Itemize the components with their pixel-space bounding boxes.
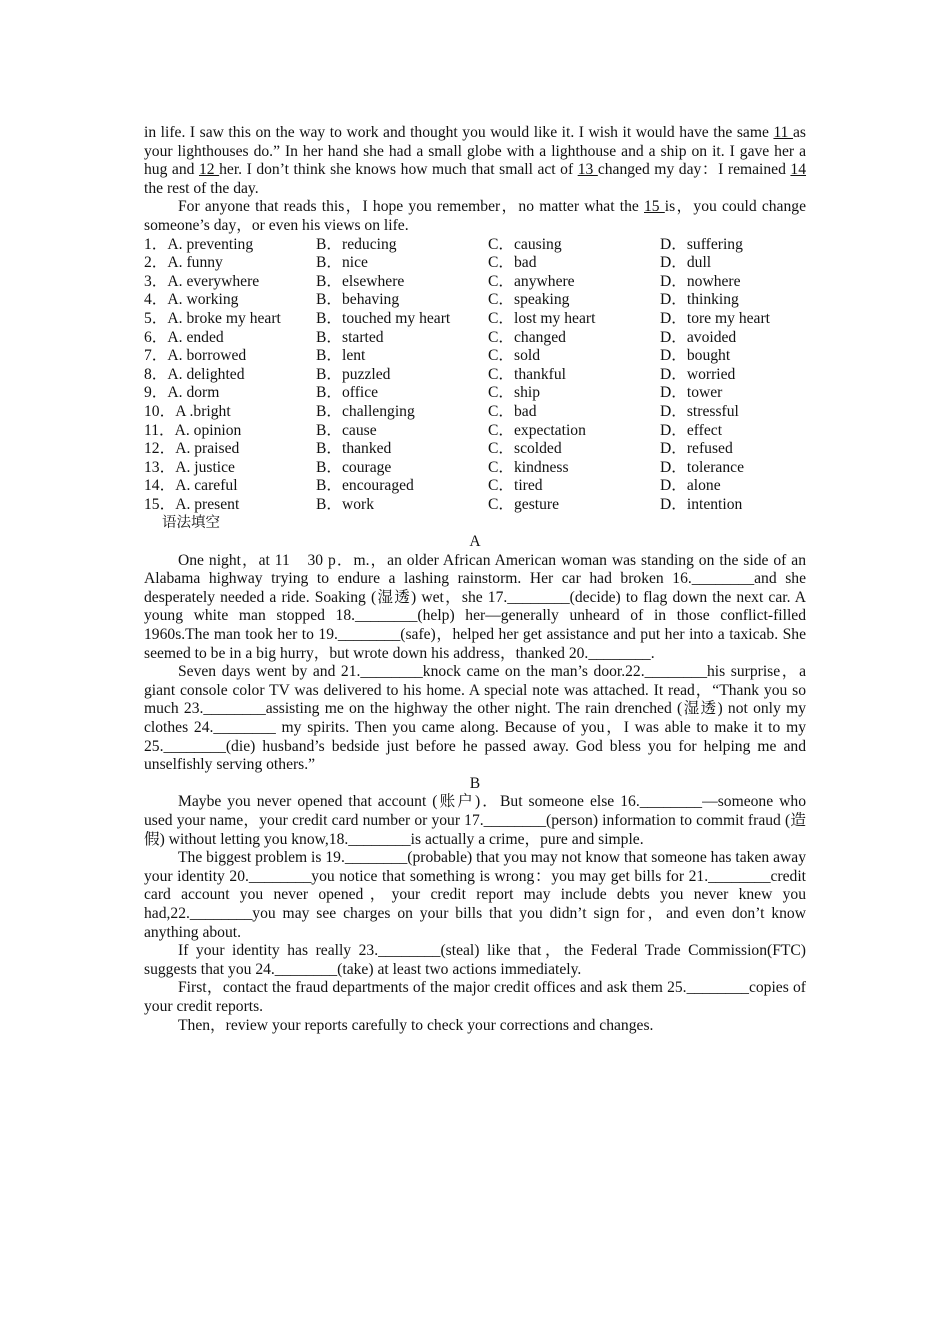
question-and-option-a [144, 347, 316, 366]
option-a: A. funny [167, 254, 223, 272]
option-c: C．thankful [488, 365, 566, 383]
option-d: D．tore my heart [660, 309, 770, 327]
option-d: D．thinking [660, 291, 739, 309]
option-b: B．work [316, 495, 375, 513]
blank-12: 12 [198, 161, 220, 179]
option-row [144, 254, 806, 273]
option-d: D．alone [660, 477, 721, 495]
question-number: 15． [144, 495, 176, 513]
option-c: C．sold [488, 347, 540, 365]
section-b-paragraph: Then，review your reports carefully to check your corrections and changes. [178, 1016, 654, 1034]
question-and-option-a [144, 366, 316, 385]
question-number: 12． [144, 440, 176, 458]
question-and-option-a [144, 273, 316, 292]
question-number: 8． [144, 365, 168, 383]
option-b: B．thanked [316, 440, 392, 458]
option-c: C．expectation [488, 421, 586, 439]
option-c: C．tired [488, 477, 543, 495]
section-b-label: B [469, 774, 481, 792]
option-b: B．courage [316, 458, 392, 476]
option-b: B．started [316, 328, 384, 346]
cloze-paragraph-1: in life. I saw this on the way to work and thought you would like it. I wish it would have the same 11 as your lighthouses do.” In her hand she had a small globe with a lighthouse and a ship on it. I gave her a hug and 12 her. I don’t think she knows how much that small act of 13 changed my day：I remained 14 the rest of the day. [144, 124, 807, 197]
option-b: B．encouraged [316, 477, 414, 495]
section-a-paragraph: Seven days went by and 21.________knock came on the man’s door.22.________his surprise，a giant console color TV was delivered to his home. A special note was attached. It read，“Thank you so much 23.________assisting me on the highway the other night. The rain drenched (湿透) not only my clothes 24.________ my spirits. Then you came along. Because of you，I was able to make it to my 25.________(die) husband’s bedside just before he passed away. God bless you for helping me and unselfishly serving others.” [144, 663, 806, 774]
option-b: B．behaving [316, 291, 400, 309]
question-and-option-a [144, 384, 316, 403]
option-d: D．dull [660, 254, 712, 272]
section-b-paragraph: If your identity has really 23.________(steal) like that，the Federal Trade Commission(FTC) suggests that you 24.________(take) at least two actions immediately. [144, 942, 806, 978]
question-number: 4． [144, 291, 168, 309]
question-and-option-a [144, 477, 316, 496]
section-b-paragraph: First，contact the fraud departments of the major credit offices and ask them 25.________copies of your credit reports. [144, 979, 806, 1015]
option-a: A. everywhere [167, 272, 260, 290]
option-a: A. working [167, 291, 239, 309]
option-b: B．touched my heart [316, 309, 451, 327]
option-a: A. broke my heart [167, 309, 281, 327]
option-d: D．stressful [660, 402, 739, 420]
question-number: 3． [144, 272, 168, 290]
option-row [144, 329, 806, 348]
option-row [144, 496, 806, 515]
option-a: A. careful [175, 477, 238, 495]
option-b: B．cause [316, 421, 377, 439]
blank-13: 13 [577, 161, 598, 179]
question-and-option-a [144, 310, 316, 329]
option-a: A. opinion [174, 421, 242, 439]
option-a: A. delighted [167, 365, 245, 383]
option-d: D．nowhere [660, 272, 741, 290]
question-number: 14． [144, 477, 176, 495]
option-c: C．lost my heart [488, 309, 596, 327]
question-number: 13． [144, 458, 176, 476]
option-d: D．suffering [660, 235, 743, 253]
option-d: D．tolerance [660, 458, 744, 476]
option-d: D．bought [660, 347, 731, 365]
option-a: A. preventing [167, 235, 254, 253]
option-row [144, 440, 806, 459]
option-a: A. praised [175, 440, 240, 458]
option-a: A. present [175, 495, 240, 513]
option-b: B．elsewhere [316, 272, 405, 290]
question-number: 10． [144, 402, 176, 420]
option-row [144, 347, 806, 366]
option-c: C．ship [488, 384, 540, 402]
option-row [144, 477, 806, 496]
question-and-option-a [144, 329, 316, 348]
question-number: 11． [144, 421, 175, 439]
option-row [144, 236, 806, 255]
option-c: C．changed [488, 328, 566, 346]
question-and-option-a [144, 496, 316, 515]
option-d: D．avoided [660, 328, 737, 346]
option-row [144, 366, 806, 385]
option-row [144, 403, 806, 422]
option-d: D．intention [660, 495, 743, 513]
cloze-paragraph-2: For anyone that reads this，I hope you remember，no matter what the 15 is，you could change someone’s day，or even his views on life. [144, 198, 806, 234]
section-a-paragraph: One night，at 11 30 p．m.，an older African American woman was standing on the side of an Alabama highway trying to endure a lashing rainstorm. Her car had broken 16.________and she desperately needed a ride. Soaking (湿透) wet，she 17.________(decide) to flag down the next car. A young white man stopped 18.________(help) her—generally unheard of in those conflict-filled 1960s.The man took her to 19.________(safe)，helped her get assistance and put her into a taxicab. She seemed to be in a big hurry，but wrote down his address，thanked 20.________. [144, 551, 806, 662]
option-a: A. borrowed [167, 347, 247, 365]
blank-14: 14 [790, 161, 807, 179]
option-c: C．scolded [488, 440, 562, 458]
options-list [144, 236, 806, 515]
blank-11: 11 [773, 124, 793, 141]
question-and-option-a [144, 422, 316, 441]
option-b: B．puzzled [316, 365, 391, 383]
document-page [144, 124, 806, 1035]
option-c: C．gesture [488, 495, 560, 513]
option-row [144, 273, 806, 292]
option-b: B．lent [316, 347, 366, 365]
option-c: C．bad [488, 254, 537, 272]
option-row [144, 459, 806, 478]
question-and-option-a [144, 403, 316, 422]
question-number: 9． [144, 384, 168, 402]
option-c: C．bad [488, 402, 537, 420]
question-and-option-a [144, 291, 316, 310]
option-row [144, 291, 806, 310]
question-number: 1． [144, 235, 168, 253]
section-b-paragraph: The biggest problem is 19.________(probable) that you may not know that someone has taken away your identity 20.________you notice that something is wrong：you may get bills for 21.________credit card account you never opened，your credit report may include debts you never knew you had,22.________you may see charges on your bills that you didn’t sign for，and even don’t know anything about. [144, 849, 806, 941]
blank-15: 15 [644, 198, 665, 216]
option-row [144, 310, 806, 329]
question-number: 5． [144, 309, 168, 327]
option-c: C．speaking [488, 291, 570, 309]
option-a: A. justice [175, 458, 235, 476]
section-a-label: A [469, 533, 481, 551]
option-b: B．challenging [316, 402, 415, 420]
question-and-option-a [144, 236, 316, 255]
option-row [144, 422, 806, 441]
option-b: B．reducing [316, 235, 397, 253]
question-number: 2． [144, 254, 168, 272]
option-row [144, 384, 806, 403]
option-a: A. ended [167, 328, 224, 346]
option-c: C．causing [488, 235, 562, 253]
section-b-paragraph: Maybe you never opened that account (账户)．But someone else 16.________—someone who used your name，your credit card number or your 17.________(person) information to commit fraud (造假) without letting you know,18.________is actually a crime，pure and simple. [144, 793, 806, 848]
grammar-heading: 语法填空 [162, 515, 220, 532]
question-and-option-a [144, 459, 316, 478]
option-d: D．effect [660, 421, 723, 439]
option-c: C．kindness [488, 458, 569, 476]
question-number: 7． [144, 347, 168, 365]
option-a: A. dorm [167, 384, 220, 402]
question-and-option-a [144, 254, 316, 273]
option-d: D．worried [660, 365, 736, 383]
option-c: C．anywhere [488, 272, 575, 290]
option-d: D．refused [660, 440, 733, 458]
option-d: D．tower [660, 384, 723, 402]
option-b: B．nice [316, 254, 368, 272]
question-and-option-a [144, 440, 316, 459]
question-number: 6． [144, 328, 168, 346]
option-a: A .bright [175, 402, 231, 420]
option-b: B．office [316, 384, 379, 402]
